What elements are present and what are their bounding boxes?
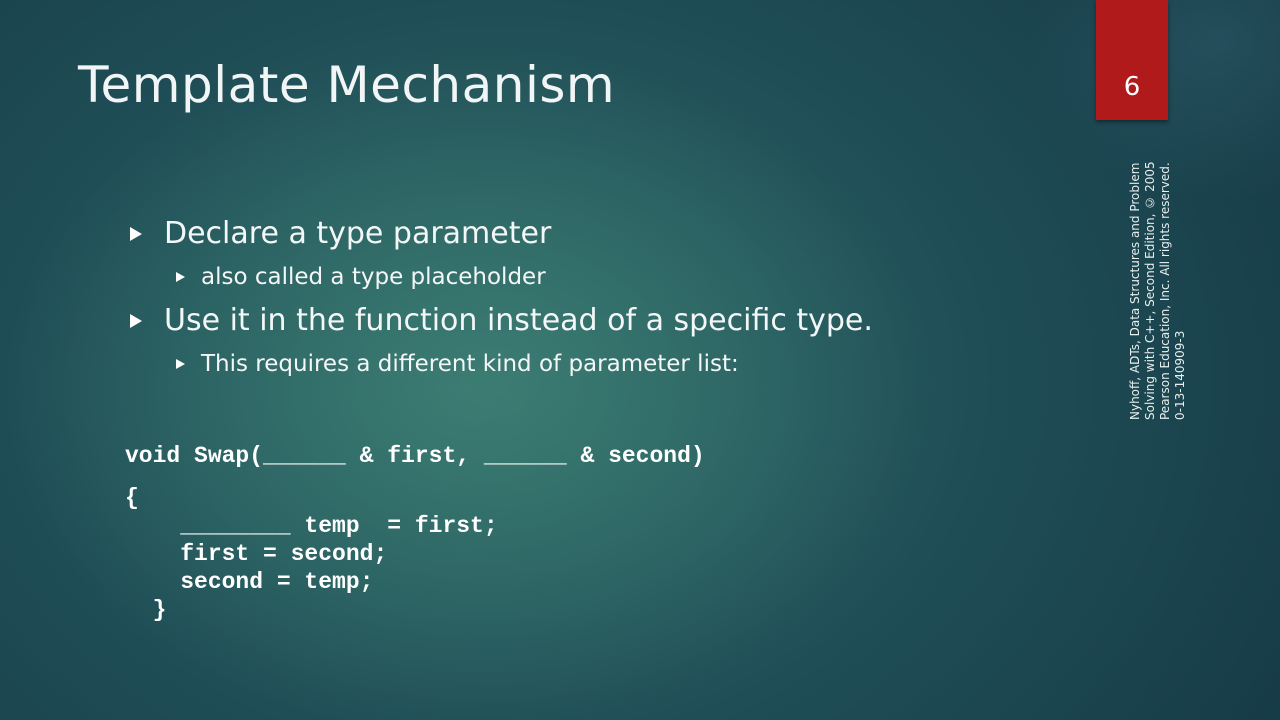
- bullet-arrow-icon: [130, 227, 142, 241]
- subbullet-type-placeholder: [176, 264, 546, 290]
- bullet-declare-type-parameter: [130, 216, 551, 251]
- copyright-note: Nyhoff, ADTs, Data Structures and Problem Solving with C++, Second Edition, © 2005 Pearson Education, Inc. All rights reserved. 0-13-140909-3: [1128, 161, 1187, 420]
- bullet-arrow-icon: [176, 359, 185, 369]
- code-open-brace: {: [125, 485, 139, 511]
- bullet-text: Use it in the function instead of a specific type.: [164, 303, 873, 338]
- code-signature: void Swap(______ & first, ______ & second): [125, 443, 705, 469]
- bullet-arrow-icon: [176, 272, 185, 282]
- code-first-line: first = second;: [125, 541, 388, 567]
- bullet-arrow-icon: [130, 314, 142, 328]
- slide-title: Template Mechanism: [78, 56, 616, 114]
- page-number-badge: [1096, 0, 1168, 120]
- page-number: 6: [1123, 72, 1141, 102]
- subbullet-parameter-list: [176, 351, 739, 377]
- subbullet-text: also called a type placeholder: [201, 264, 546, 290]
- subbullet-text: This requires a different kind of parameter list:: [201, 351, 739, 377]
- code-second-line: second = temp;: [125, 569, 374, 595]
- code-temp-line: ________ temp = first;: [125, 513, 498, 539]
- bullet-text: Declare a type parameter: [164, 216, 552, 251]
- code-close-brace: }: [125, 597, 167, 623]
- bullet-use-in-function: [130, 303, 873, 338]
